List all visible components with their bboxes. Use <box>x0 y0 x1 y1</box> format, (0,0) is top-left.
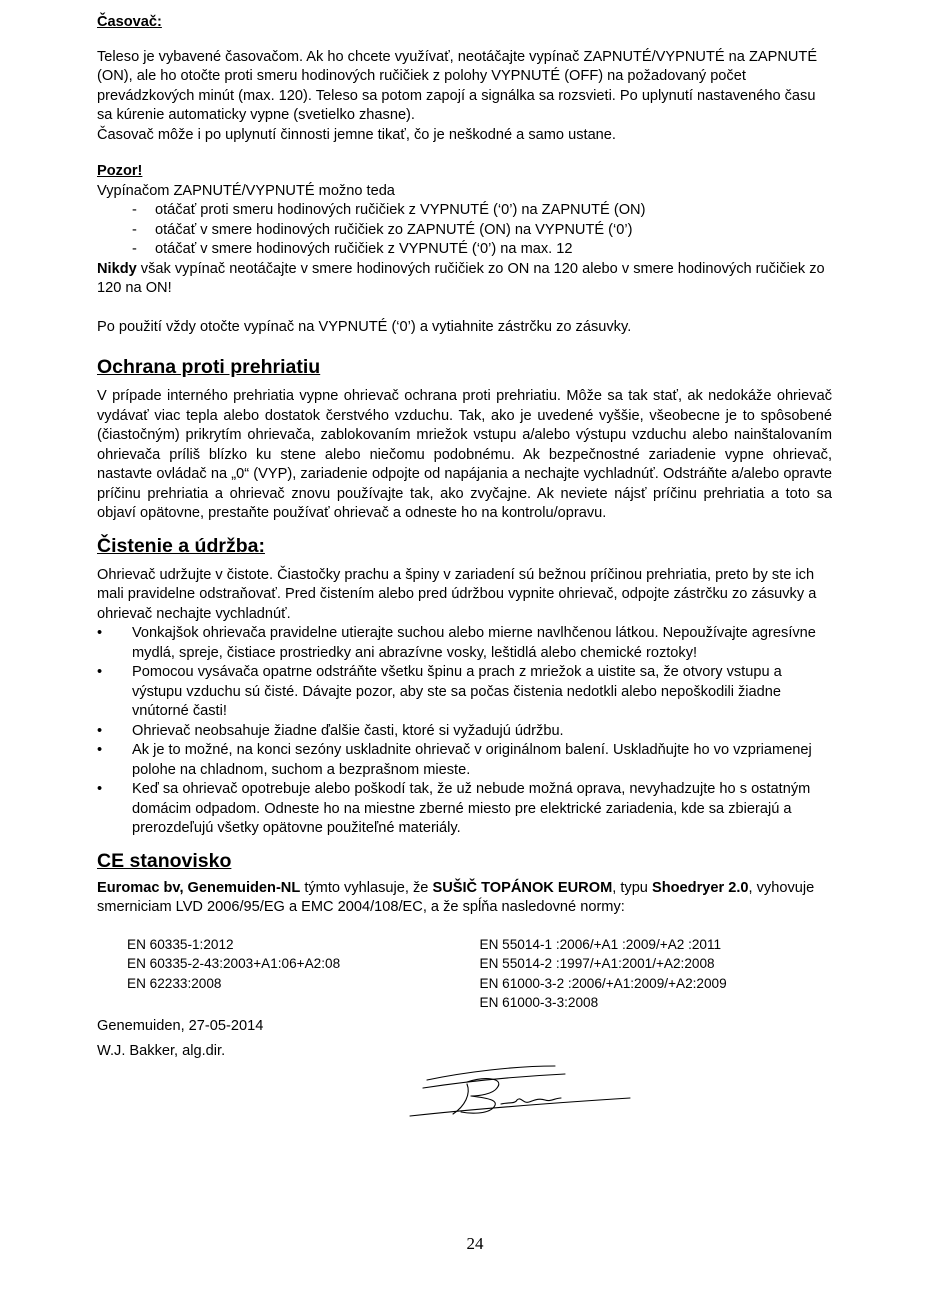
list-item: • Keď sa ohrievač opotrebuje alebo poškodí tak, že už nebude možná oprava, nevyhadzujte ho s ostatným domácim odpadom. Odneste ho na miestne zberné miesto pre elektrické zariadenia, kde sa zbierajú a prerozdeľujú všetky opätovne použiteľné materiály. <box>97 781 811 836</box>
bullet-marker: • <box>97 625 103 641</box>
dash-marker: - <box>132 221 137 238</box>
norms-right-column <box>480 935 833 1013</box>
cleaning-list <box>97 624 832 839</box>
timer-paragraph-1: Teleso je vybavené časovačom. Ak ho chcete využívať, neotáčajte vypínač ZAPNUTÉ/VYPNUTÉ na ZAPNUTÉ (ON), ale ho otočte proti smeru hodinových ručičiek z polohy VYPNUTÉ (OFF) na požadovaný počet prevádzkových minút (max. 120). Teleso sa potom zapojí a signálka sa rozsvieti. Po uplynutí nastaveného času sa kúrenie automaticky vypne (svetielko zhasne). <box>97 48 818 123</box>
dash-marker: - <box>132 241 137 257</box>
never-bold: Nikdy <box>97 260 137 277</box>
norms-left-column <box>127 935 480 1013</box>
never-note: Nikdy však vypínač neotáčajte v smere hodinových ručičiek zo ON na 120 alebo v smere hodinových ručičiek zo 120 na ON! <box>97 260 825 296</box>
norms-table <box>127 935 832 1013</box>
warning-heading: Pozor! <box>97 163 143 179</box>
list-item: • Vonkajšok ohrievača pravidelne utierajte suchou alebo mierne navlhčenou látkou. Nepoužívajte agresívne mydlá, spreje, čistiace prostriedky ani abrazívne vosky, leštidlá alebo chemické roztoky! <box>97 625 816 661</box>
dash-marker: - <box>132 202 137 218</box>
list-item: • Pomocou vysávača opatrne odstráňte všetku špinu a prach z mriežok a uistite sa, že otvory vstupu a výstupu vzduchu sú čisté. Dávajte pozor, aby ste sa počas čistenia nedotkli alebo nepoškodili žiadne vnútorné časti! <box>97 664 782 719</box>
list-item: - otáčať proti smeru hodinových ručičiek z VYPNUTÉ (‘0’) na ZAPNUTÉ (ON) <box>97 201 832 221</box>
bullet-marker: • <box>97 781 103 797</box>
signatory: W.J. Bakker, alg.dir. <box>97 1043 226 1059</box>
document-page <box>97 13 832 1062</box>
bullet-marker: • <box>97 722 103 739</box>
list-item: • Ohrievač neobsahuje žiadne ďalšie časti, ktoré si vyžadujú údržbu. <box>97 722 832 742</box>
signature <box>405 1058 640 1123</box>
page-number: 24 <box>466 1234 484 1253</box>
norm-item: EN 61000-3-2 :2006/+A1:2009/+A2:2009 <box>479 975 727 991</box>
bullet-marker: • <box>97 664 103 680</box>
norm-item: EN 55014-2 :1997/+A1:2001/+A2:2008 <box>479 956 715 971</box>
cleaning-intro: Ohrievač udržujte v čistote. Čiastočky prachu a špiny v zariadení sú bežnou príčinou prehriatia, preto by ste ich mali pravidelne odstraňovať. Pred čistením alebo pred údržbou vypnite ohrievač, odpojte zástrčku zo zásuvky a ohrievač nechajte vychladnúť. <box>97 566 817 622</box>
norm-item: EN 61000-3-3:2008 <box>479 995 599 1010</box>
ce-statement: Euromac bv, Genemuiden-NL týmto vyhlasuje, že SUŠIČ TOPÁNOK EUROM, typu Shoedryer 2.0, vyhovuje smerniciam LVD 2006/95/EG a EMC 2004/108/EC, a že spĺňa nasledovné normy: <box>97 879 815 915</box>
overheat-paragraph: V prípade interného prehriatia vypne ohrievač ochrana proti prehriatiu. Môže sa tak stať, ak nedokáže ohrievač vydávať viac tepla alebo dostatok čerstvého vzduchu. Tak, ako je uvedené vyššie, všeobecne je to spôsobené (čiastočným) prikrytím ohrievača, zablokovaním mriežok vstupu a/alebo výstupu vzduchu alebo nainštalovaním ohrievača príliš blízko ku stene alebo niečomu podobnému. Ak bezpečnostné zariadenie vypne ohrievač, nastavte ovládač na „0“ (VYP), zariadenie odpojte od napájania a nechajte vychladnúť. Odstráňte a/alebo opravte príčinu prehriatia a ohrievač znovu používajte tak, ako zvyčajne. Ak neviete nájsť príčinu prehriatia a toto sa objaví opätovne, prestaňte používať ohrievač a odneste ho na kontrolu/opravu. <box>97 388 832 521</box>
warning-intro: Vypínačom ZAPNUTÉ/VYPNUTÉ možno teda <box>97 182 395 199</box>
bullet-marker: • <box>97 742 103 758</box>
norm-item: EN 55014-1 :2006/+A1 :2009/+A2 :2011 <box>479 936 722 952</box>
norm-item: EN 60335-2-43:2003+A1:06+A2:08 <box>127 956 341 971</box>
company-name: Euromac bv, Genemuiden-NL <box>97 879 301 896</box>
list-item: - otáčať v smere hodinových ručičiek zo ZAPNUTÉ (ON) na VYPNUTÉ (‘0’) <box>97 221 832 241</box>
norm-item: EN 60335-1:2012 <box>127 936 234 952</box>
product-name: SUŠIČ TOPÁNOK EUROM <box>432 879 613 896</box>
ce-heading: CE stanovisko <box>97 849 232 872</box>
timer-heading: Časovač: <box>97 14 162 30</box>
list-item: • Ak je to možné, na konci sezóny uskladnite ohrievač v originálnom balení. Uskladňujte ho vo vzpriamenej polohe na chladnom, suchom a bezprašnom mieste. <box>97 742 812 778</box>
list-item: - otáčať v smere hodinových ručičiek z VYPNUTÉ (‘0’) na max. 12 <box>97 240 832 260</box>
model-name: Shoedryer 2.0 <box>651 879 749 896</box>
overheat-heading: Ochrana proti prehriatiu <box>97 356 321 378</box>
after-use-note: Po použití vždy otočte vypínač na VYPNUTÉ (‘0’) a vytiahnite zástrčku zo zásuvky. <box>97 318 632 335</box>
norm-item: EN 62233:2008 <box>127 975 222 991</box>
cleaning-heading: Čistenie a údržba: <box>97 534 265 557</box>
warning-list <box>97 201 832 260</box>
timer-paragraph-2: Časovač môže i po uplynutí činnosti jemne tikať, čo je neškodné a samo ustane. <box>97 126 616 143</box>
place-date: Genemuiden, 27-05-2014 <box>97 1017 264 1034</box>
